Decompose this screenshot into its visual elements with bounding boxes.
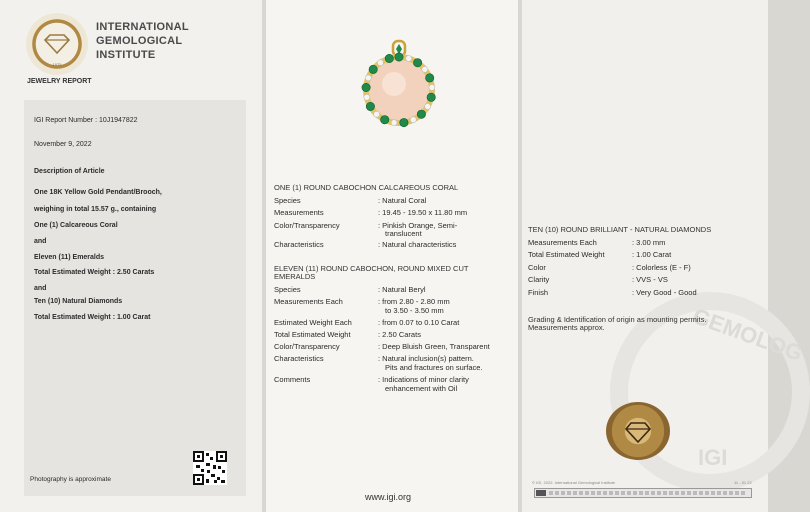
- coral-row-value: : Natural Coral: [378, 196, 427, 205]
- description-line: and: [34, 285, 47, 292]
- diamond-stone: [422, 66, 428, 72]
- photo-note: Photography is approximate: [30, 476, 111, 483]
- emerald-stone: [426, 74, 434, 82]
- pendant-image: [354, 38, 444, 128]
- form-code: 11 - 01 22: [734, 480, 752, 485]
- igi-seal-logo: [26, 13, 88, 75]
- description-line: Eleven (11) Emeralds: [34, 254, 105, 261]
- report-date: November 9, 2022: [34, 141, 92, 148]
- diamond-row-value: : 3.00 mm: [632, 238, 666, 247]
- emerald-row-label: Estimated Weight Each: [274, 318, 352, 327]
- emerald-row-label: Species: [274, 285, 301, 294]
- fine-print-badge: [536, 490, 546, 496]
- qr-code[interactable]: [193, 451, 227, 485]
- emerald-row-value: : from 0.07 to 0.10 Carat: [378, 318, 460, 327]
- coral-row-value: : Pinkish Orange, Semi-: [378, 221, 458, 230]
- coral-row-value-cont: translucent: [385, 229, 422, 238]
- emerald-stone: [400, 118, 408, 126]
- description-line: One (1) Calcareous Coral: [34, 222, 118, 229]
- diamond-stone: [364, 94, 370, 100]
- coral-row-value: : Natural characteristics: [378, 240, 457, 249]
- diamond-stone: [374, 111, 380, 117]
- coral-row-label: Species: [274, 196, 301, 205]
- institute-name-line-2: GEMOLOGICAL: [96, 35, 183, 47]
- emerald-stone: [381, 116, 389, 124]
- emerald-row-label: Total Estimated Weight: [274, 330, 351, 339]
- right-panel: [522, 0, 806, 512]
- emerald-section-title-2: EMERALDS: [274, 272, 316, 281]
- report-number: IGI Report Number : 10J1947822: [34, 117, 138, 124]
- description-line: Total Estimated Weight : 2.50 Carats: [34, 269, 155, 276]
- diamond-note-line-2: Measurements approx.: [528, 323, 605, 332]
- emerald-row-value-cont: to 3.50 - 3.50 mm: [385, 306, 444, 315]
- emerald-stone: [417, 110, 425, 118]
- emerald-row-value-cont: enhancement with Oil: [385, 384, 458, 393]
- website-link[interactable]: www.igi.org: [365, 492, 412, 502]
- emerald-stone: [366, 102, 374, 110]
- emerald-row-value: : Deep Bluish Green, Transparent: [378, 342, 490, 351]
- report-type: JEWELRY REPORT: [27, 78, 92, 85]
- diamond-row-label: Measurements Each: [528, 238, 597, 247]
- emerald-row-label: Measurements Each: [274, 297, 343, 306]
- fine-print-bar: [534, 488, 752, 498]
- emerald-row-value: : Natural inclusion(s) pattern.: [378, 354, 474, 363]
- diamond-row-value: : VVS - VS: [632, 275, 668, 284]
- left-panel: [0, 0, 262, 512]
- diamond-stone: [425, 104, 431, 110]
- emerald-stone: [369, 65, 377, 73]
- description-line: Ten (10) Natural Diamonds: [34, 298, 123, 305]
- diamond-stone: [377, 60, 383, 66]
- diamond-row-value: : 1.00 Carat: [632, 250, 672, 259]
- institute-name-line-1: INTERNATIONAL: [96, 21, 189, 33]
- emerald-section-title-1: ELEVEN (11) ROUND CABOCHON, ROUND MIXED CUT: [274, 264, 469, 273]
- diamond-stone: [406, 56, 412, 62]
- emerald-row-value: : from 2.80 - 2.80 mm: [378, 297, 450, 306]
- emerald-stone: [395, 53, 403, 61]
- coral-row-label: Measurements: [274, 208, 324, 217]
- coral-row-value: : 19.45 - 19.50 x 11.80 mm: [378, 208, 468, 217]
- watermark-mark: IGI: [698, 445, 728, 470]
- middle-panel: [266, 0, 518, 512]
- seal-year: 1975: [52, 62, 62, 67]
- description-line: One 18K Yellow Gold Pendant/Brooch,: [34, 189, 162, 196]
- emerald-row-value: : Natural Beryl: [378, 285, 426, 294]
- institute-name: [96, 20, 189, 62]
- copyright: © IGI, 2022. International Gemological Institute: [532, 480, 616, 485]
- diamond-stone: [391, 120, 397, 126]
- gold-seal-sticker: [606, 402, 670, 460]
- emerald-row-value: : Indications of minor clarity: [378, 375, 469, 384]
- description-line: Total Estimated Weight : 1.00 Carat: [34, 314, 151, 321]
- emerald-stone: [413, 59, 421, 67]
- emerald-row-label: Comments: [274, 375, 311, 384]
- diamond-stone: [365, 75, 371, 81]
- description-line: weighing in total 15.57 g., containing: [34, 206, 157, 213]
- description-line: and: [34, 238, 47, 245]
- emerald-row-value-cont: Pits and fractures on surface.: [385, 363, 483, 372]
- coral-section-title: ONE (1) ROUND CABOCHON CALCAREOUS CORAL: [274, 183, 459, 192]
- diamond-row-label: Total Estimated Weight: [528, 250, 605, 259]
- diamond-row-label: Finish: [528, 288, 549, 297]
- diamond-stone: [410, 117, 416, 123]
- emerald-stone: [427, 93, 435, 101]
- diamond-note-line-1: Grading & Identification of origin as mounting permits.: [528, 315, 707, 324]
- description-heading: Description of Article: [34, 168, 105, 175]
- diamond-section-title: TEN (10) ROUND BRILLIANT - NATURAL DIAMONDS: [528, 225, 712, 234]
- diamond-row-value: : Colorless (E - F): [632, 263, 691, 272]
- emerald-row-label: Color/Transparency: [274, 342, 340, 351]
- institute-name-line-3: INSTITUTE: [96, 49, 156, 61]
- emerald-stone: [362, 83, 370, 91]
- diamond-row-label: Color: [528, 263, 546, 272]
- diamond-row-label: Clarity: [528, 275, 550, 284]
- emerald-row-label: Characteristics: [274, 354, 324, 363]
- diamond-stone: [429, 85, 435, 91]
- emerald-row-value: : 2.50 Carats: [378, 330, 421, 339]
- watermark-text: GEMOLOG: [689, 303, 806, 366]
- diamond-row-value: : Very Good - Good: [632, 288, 697, 297]
- fine-print-lines: [549, 491, 747, 495]
- emerald-stone: [385, 54, 393, 62]
- coral-row-label: Characteristics: [274, 240, 324, 249]
- coral-row-label: Color/Transparency: [274, 221, 340, 230]
